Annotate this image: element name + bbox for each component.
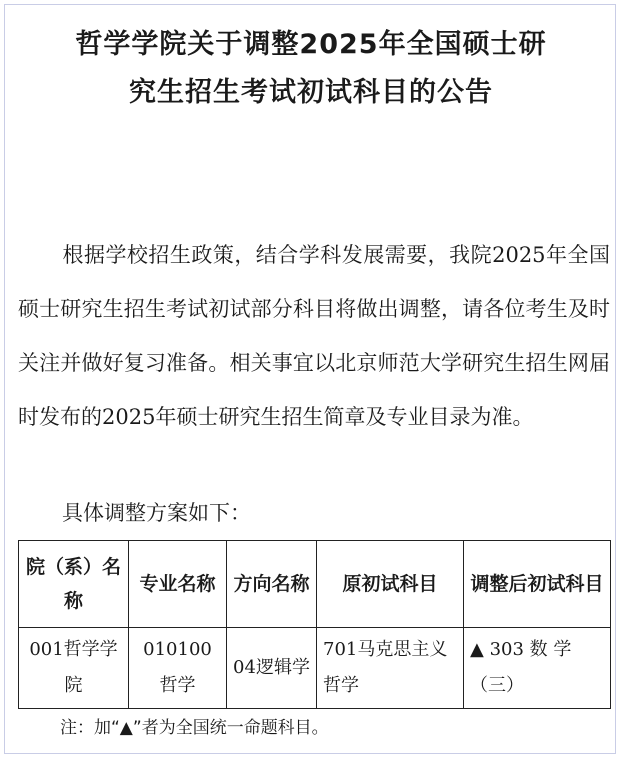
announcement-body — [18, 228, 610, 444]
cell-department: 001哲学学院 — [19, 628, 129, 709]
table-footnote: 注：加“▲”者为全国统一命题科目。 — [60, 718, 329, 738]
announcement-body-text: 根据学校招生政策，结合学科发展需要，我院2025年全国硕士研究生招生考试初试部分科目将做出调整，请各位考生及时关注并做好复习准备。相关事宜以北京师范大学研究生招生网届时发布的2025年硕士研究生招生简章及专业目录为准。 — [18, 243, 610, 429]
adjustment-table — [18, 540, 611, 709]
header-department: 院（系）名称 — [19, 541, 129, 628]
announcement-title-line-2: 究生招生考试初试科目的公告 — [129, 77, 493, 108]
header-original-subject: 原初试科目 — [317, 541, 464, 628]
cell-adjusted-subject: ▲ 303 数 学（三） — [464, 628, 611, 709]
cell-major: 010100哲学 — [129, 628, 227, 709]
table-row — [19, 628, 611, 709]
announcement-title-line-1: 哲学学院关于调整2025年全国硕士研 — [75, 29, 547, 60]
header-major: 专业名称 — [129, 541, 227, 628]
header-direction: 方向名称 — [227, 541, 317, 628]
table-header-row — [19, 541, 611, 628]
adjustment-lead-text: 具体调整方案如下： — [62, 501, 251, 525]
header-adjusted-subject: 调整后初试科目 — [464, 541, 611, 628]
cell-direction: 04逻辑学 — [227, 628, 317, 709]
cell-original-subject: 701马克思主义哲学 — [317, 628, 464, 709]
